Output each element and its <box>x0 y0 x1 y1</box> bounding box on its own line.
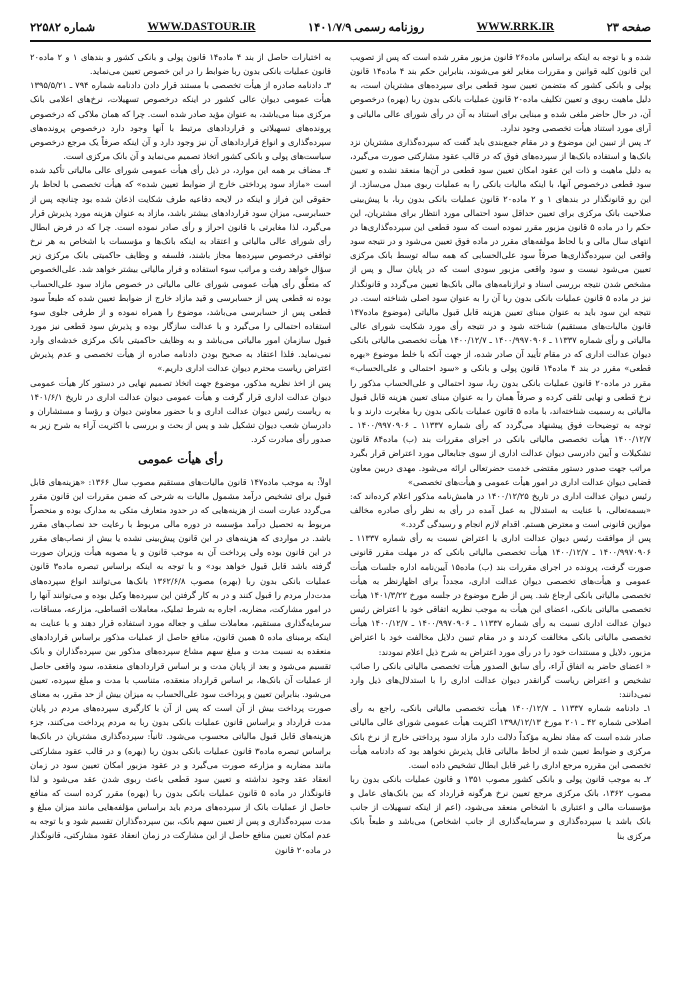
site-link-rrk[interactable]: WWW.RRK.IR <box>476 21 555 33</box>
section-title: رأی هیأت عمومی <box>138 452 223 467</box>
header-rule <box>30 40 651 42</box>
paragraph: ۳ـ دادنامه صادره از هیأت تخصصی با مستند قرار دادن دادنامه شماره ۷۹۴ ـ ۱۳۹۵/۵/۲۱ هیأت عمومی دیوان عالی کشور در اینکه درخصوص تسهیلات، نرخ‌های اعلامی بانک مرکزی مبنا می‌باشد، به عنوان مؤید صادر شده است. چرا که همان ملاکی که درخصوص پرونده‌های تسهیلاتی و قراردادهای مرتبط با آنها وجود دارد درخصوص پرونده‌های سپرده‌گذاری و انواع قراردادهای آن نیز وجود دارد و آن اینکه صرفاً یک مرجع درخصوص سیاست‌های پولی و بانکی کشور اتخاذ تصمیم می‌نماید و آن بانک مرکزی است. <box>30 80 331 162</box>
site-link-dastour[interactable]: WWW.DASTOUR.IR <box>147 21 256 33</box>
paragraph: پس از اخذ نظریه مذکور، موضوع جهت اتخاذ تصمیم نهایی در دستور کار هیأت عمومی دیوان عدالت اداری قرار گرفت و هیأت عمومی دیوان عدالت اداری در تاریخ ۱۴۰۱/۶/۱ به ریاست رئیس دیوان عدالت اداری و با حضور معاونین دیوان و رؤسا و مستشاران و دادرسان شعب دیوان تشکیل شد و پس از بحث و بررسی با اکثریت آراء به شرح زیر به صدور رأی مبادرت کرد. <box>30 377 331 445</box>
page-number: صفحه ۲۳ <box>606 22 651 34</box>
paragraph: ۱ـ دادنامه شماره ۱۱۳۳۷ ـ ۱۴۰۰/۱۲/۷ هیأت تخصصی مالیاتی بانکی، راجع به رأی اصلاحی شماره ۴۲ ـ ۲۰۱ مورخ ۱۳۹۸/۱۲/۱۳ اکثریت هیأت عمومی شورای عالی مالیاتی صادر شده است که مفاد نظریه مؤکداً دلالت دارد مازاد سود پرداختی خارج از نرخ بانک مرکزی و ضوابط تعیین شده از لحاظ مالیاتی قابل پذیرش نخواهد بود که دادنامه هیأت تخصصی این مقرره مرجع اداری را غیر قابل ابطال تشخیص داده است. <box>350 703 651 770</box>
gazette-date: روزنامه رسمی ۱۴۰۱/۷/۹ <box>307 22 425 34</box>
paragraph: رئیس دیوان عدالت اداری در تاریخ ۱۴۰۰/۱۲/۲۵ در هامش‌نامه مذکور اعلام کرده‌اند که: «بسمه‌تعالی، با عنایت به استدلال به عمل آمده در رأی به نظر رأی صادره مخالف موازین قانونی است و معترض هستم. اقدام لازم انجام و رسیدگی گردد.» <box>350 490 651 530</box>
paragraph: « اعضای حاضر به اتفاق آراء، رأی سابق الصدور هیأت تخصصی مالیاتی بانکی را صائب تشخیص و اعتراض ریاست گرانقدر دیوان عدالت اداری را با استدلال‌های ذیل وارد نمی‌دانند: <box>350 660 651 700</box>
paragraph: ۲ـ پس از تبیین این موضوع و در مقام جمع‌بندی باید گفت که سپرده‌گذاری مشتریان نزد بانک‌ها و استفاده بانک‌ها از سپرده‌های فوق که در قالب عقود مشارکتی صورت می‌گیرد، به دلیل ماهیت و ذات این عقود امکان تعیین سود قطعی در آن‌ها منعقد نشده و تعیین سود قطعی درخصوص آنها، با اینکه مالیات بانکی را به عملیات ربوی مبدل می‌سازد. از این رو قانونگذار در بندهای ۱ و ۲ ماده۲۰ قانون عملیات بانکی بدون ربا، با پیش‌بینی صلاحیت بانک مرکزی برای تعیین حداقل سود احتمالی مورد انتظار برای مشتریان، این حکم را در ماده ۵ قانون مزبور مقرر نموده است که سود قطعی این سپرده‌گذاری‌ها در انتهای سال مالی و با لحاظ مولفه‌های مقرر در ماده فوق تعیین می‌شود و در نتیجه سود واقعی این سپرده‌گذاری‌ها صرفاً سود علی‌الحسابی که همه ساله توسط بانک مرکزی تعیین می‌شود نیست و سود واقعی مزبور سودی است که در پایان سال و پس از مشخص شدن نتیجه بررسی اسناد و ترازنامه‌های مالی بانک‌ها تعیین می‌گردد و قانونگذار نیز در ماده ۵ قانون عملیات بانکی بدون ربا آن را به عنوان سود اصلی شناخته است. در نتیجه این سود باید به عنوان مبنای تعیین هزینه قابل قبول مالیاتی (موضوع ماده۱۴۷ قانون مالیات‌های مستقیم) شناخته شود و در نتیجه رأی مورد شکایت شورای عالی مالیاتی و رأی شماره ۱۱۳۳۷ ـ ۱۴۰۰/۹۹۷۰۹۰۶ ـ ۱۴۰۰/۱۲/۷ هیأت تخصصی مالیاتی بانکی دیوان عدالت اداری که در مقام تأیید آن صادر شده، از جهت آنکه با خلط موضوع «بهره قطعی» مقرر در بند ۴ ماده۱۴ قانون پولی و بانکی و «سود احتمالی و علی‌الحساب» مقرر در ماده۲۰ قانون عملیات بانکی بدون ربا، سود احتمالی و علی‌الحساب مذکور را نرخ قطعی و نهایی تلقی کرده و صرفاً همان را به عنوان مبنای تعیین هزینه قابل قبول مالیاتی به رسمیت شناخته‌اند، با ماده ۵ قانون عملیات بانکی بدون ربا مغایرت دارند و با توجه به توضیحات فوق پیشنهاد می‌گردد که رأی شماره ۱۱۳۳۷ ـ ۱۴۰۰/۹۹۷۰۹۰۶ ـ ۱۴۰۰/۱۲/۷ هیأت تخصصی مالیاتی بانکی در اجرای مقررات بند (ب) ماده۸۴ قانون تشکیلات و آیین دادرسی دیوان عدالت اداری از سوی جنابعالی مورد اعتراض قرار بگیرد مراتب جهت صدور دستور مقتضی خدمت حضرتعالی ارائه می‌شود. مهدی دربین معاون قضایی دیوان عدالت اداری در امور هیأت عمومی و هیأت‌های تخصصی» <box>350 136 651 487</box>
paragraph: پس از موافقت رئیس دیوان عدالت اداری با اعتراض نسبت به رأی شماره ۱۱۳۳۷ ـ ۱۴۰۰/۹۹۷۰۹۰۶ ـ ۱۴۰۰/۱۲/۷ هیأت تخصصی مالیاتی بانکی که در مهلت مقرر قانونی صورت گرفت، پرونده در اجرای مقررات بند (ب) ماده۱۵ آیین‌نامه اداره جلسات هیأت عمومی و هیأت‌های تخصصی دیوان عدالت اداری، مجدداً برای اظهارنظر به هیأت تخصصی مالیاتی بانکی ارجاع شد. پس از طرح موضوع در جلسه مورخ ۱۴۰۱/۳/۲۲ هیأت تخصصی مالیاتی بانکی، اعضای این هیأت به موجب نظریه اتفاقی خود با اعتراض رئیس دیوان عدالت اداری نسبت به رأی شماره ۱۱۳۳۷ ـ ۱۴۰۰/۹۹۷۰۹۰۶ ـ ۱۴۰۰/۱۲/۷ هیأت تخصصی مالیاتی بانکی مخالفت کردند و در مقام تبیین دلایل مخالفت خود با اعتراض مزبور، دلایل و مستندات خود را در رأی مورد اعتراض به شرح ذیل اعلام نمودند: <box>350 533 651 657</box>
paragraph: ۴ـ مضاف بر همه این موارد، در ذیل رأی هیأت عمومی شورای عالی مالیاتی تأکید شده است «مازاد سود پرداختی خارج از ضوابط تعیین شده» که هیأت تخصصی با لحاظ بار حقوقی این فراز و اینکه در لایحه دفاعیه طرف شکایت اذعان شده بود چنانچه پس از حسابرسی، میزان سود قراردادهای بیشتر باشد، مازاد به عنوان هزینه مورد پذیرش قرار می‌گیرد، لذا مغایرتی با قانون احراز و رأی صادر نموده است. چرا که در فرض ابطال رأی شورای عالی مالیاتی و اعتقاد به اینکه بانک‌ها و مؤسسات با اشخاص به هر نرخ توافقی درخصوص سپرده‌ها مجاز باشند، فلسفه و وظایف حاکمیتی بانک مرکزی زیر سؤال خواهد رفت و مراتب سوء استفاده و فرار مالیاتی بیشتر خواهد شد. علی‌الخصوص که متعلَّق رأی هیأت عمومی شورای عالی مالیاتی در خصوص مازاد سود علی‌الحساب بوده نه قطعی پس از حسابرسی و قید مازاد خارج از ضوابط تعیین شده که طبعاً سود قطعی پس از حسابرسی می‌باشد، موضوع را همراه نموده و از طرفی جلوی سوء استفاده احتمالی را می‌گیرد و با عدالت سازگار بوده و پذیرش سود قطعی نیز مورد قبول سازمان امور مالیاتی می‌باشد و به وظایف حاکمیتی بانک مرکزی خدشه‌ای وارد نمی‌نماید. فلذا اعتقاد به صحیح بودن دادنامه صادره از هیأت تخصصی و عدم پذیرش اعتراض ریاست محترم دیوان عدالت اداری داریم.» <box>30 165 331 374</box>
paragraph: اولاً: به موجب ماده۱۴۷ قانون مالیات‌های مستقیم مصوب سال ۱۳۶۶: «هزینه‌های قابل قبول برای تشخیص درآمد مشمول مالیات به شرحی که ضمن مقررات این قانون مقرر می‌گردد عبارت است از هزینه‌هایی که در حدود متعارف متکی به مدارک بوده و منحصراً مربوط به تحصیل درآمد مؤسسه در دوره مالی مربوط با رعایت حد نصاب‌های مقرر باشد. در مواردی که هزینه‌های در این قانون پیش‌بینی نشده یا بیش از نصاب‌های مقرر در این قانون بوده ولی پرداخت آن به موجب قانون و یا مصوبه هیأت وزیران صورت گرفته باشد قابل قبول خواهد بود» و با توجه به اینکه براساس تبصره ماده۳ قانون عملیات بانکی بدون ربا (بهره) مصوب ۱۳۶۲/۶/۸ بانک‌ها می‌توانند انواع سپرده‌های مدت‌دار مردم را قبول کنند و در به کار گرفتن این سپرده‌ها وکیل بوده و می‌توانند آنها را در امور مشارکت، مضاربه، اجاره به شرط تملیک، معاملات اقساطی، مزارعه، مساقات، سرمایه‌گذاری مستقیم، معاملات سلف و جعاله مورد استفاده قرار دهند و با عنایت به اینکه برمبنای ماده ۵ همین قانون، منافع حاصل از عملیات مذکور براساس قراردادهای منعقده به نسبت مدت و مبلغ سهم مشاع سپرده‌های مذکور بین سپرده‌گذاران و بانک تقسیم می‌شود و بعد از پایان مدت و بر اساس قراردادهای منعقده، سود واقعی حاصل از عملیات آن بانک‌ها، بر اساس قرارداد منعقده، متناسب با مدت و مبلغ سپرده، تعیین می‌شود. بنابراین تعیین و پرداخت سود علی‌الحساب به میزان بیش از حد مقرر، به معنای صورت پرداخت بیش از آن است که پس از آن با کارگیری سپرده‌های مردم در پایان مدت قرارداد و براساس قانون عملیات بانکی بدون ربا به مردم پرداخت می‌کنند، جزء هزینه‌های قابل قبول مالیاتی محسوب می‌شود. ثانیاً: سپرده‌گذاری مشتریان در بانک‌ها براساس تبصره ماده۳ قانون عملیات بانکی بدون ربا (بهره) و در قالب عقود مشارکتی مانند مضاربه و مزارعه صورت می‌گیرد و در عقود مزبور امکان تعیین سود در زمان انعقاد عقد وجود نداشته و تعیین سود قطعی باعث ربوی شدن عقد می‌شود و لذا قانونگذار در ماده ۵ قانون عملیات بانکی بدون ربا (بهره) مقرر کرده است که منافع حاصل از عملیات بانک از سپرده‌های مردم باید براساس مؤلفه‌هایی مانند میزان مبلغ و مدت سپرده‌گذاری و پس از تعیین سهم بانک، بین سپرده‌گذاران تقسیم شود و با توجه به عدم امکان تعیین منافع حاصل از این مشارکت در زمان انعقاد عقود مشارکتی، قانونگذار در ماده۲۰ قانون <box>30 476 331 855</box>
left-column <box>30 50 331 998</box>
right-column <box>350 50 651 998</box>
paragraph: شده و با توجه به اینکه براساس ماده۲۶ قانون مزبور مقرر شده است که پس از تصویب این قانون کلیه قوانین و مقررات مغایر لغو می‌شوند، بنابراین حکم بند ۴ ماده۱۴ قانون پولی و بانکی کشور که متضمن تعیین سود قطعی برای سپرده‌های مشتریان است، به دلیل ماهیت ربوی و تعیین تکلیف ماده۲۰ قانون عملیات بانکی بدون ربا (بهره) درخصوص آن، در حال حاضر ملغی شده و مبنایی برای استناد به آن در رأی شورای عالی مالیاتی و آرای مورد استناد هیأت تخصصی وجود ندارد. <box>350 52 651 133</box>
paragraph: به اختیارات حاصل از بند ۴ ماده۱۴ قانون پولی و بانکی کشور و بندهای ۱ و ۲ ماده۲۰ قانون عملیات بانکی بدون ربا ضوابط را در این خصوص تعیین می‌نماید. <box>30 52 331 77</box>
issue-number: شماره ۲۲۵۸۲ <box>30 22 96 34</box>
text-columns <box>30 50 651 998</box>
page-header <box>30 18 651 36</box>
paragraph: ۲ـ به موجب قانون پولی و بانکی کشور مصوب ۱۳۵۱ و قانون عملیات بانکی بدون ربا مصوب ۱۳۶۲، بانک مرکزی مرجع تعیین نرخ هرگونه قرارداد که بین بانک‌های عامل و مؤسسات مالی و اعتباری با اشخاص منعقد می‌شود، (اعم از اینکه تسهیلات از جانب بانک باشد یا سپرده‌گذاری و سرمایه‌گذاری از جانب اشخاص) می‌باشد و طبعاً بانک مرکزی بنا <box>350 773 651 841</box>
